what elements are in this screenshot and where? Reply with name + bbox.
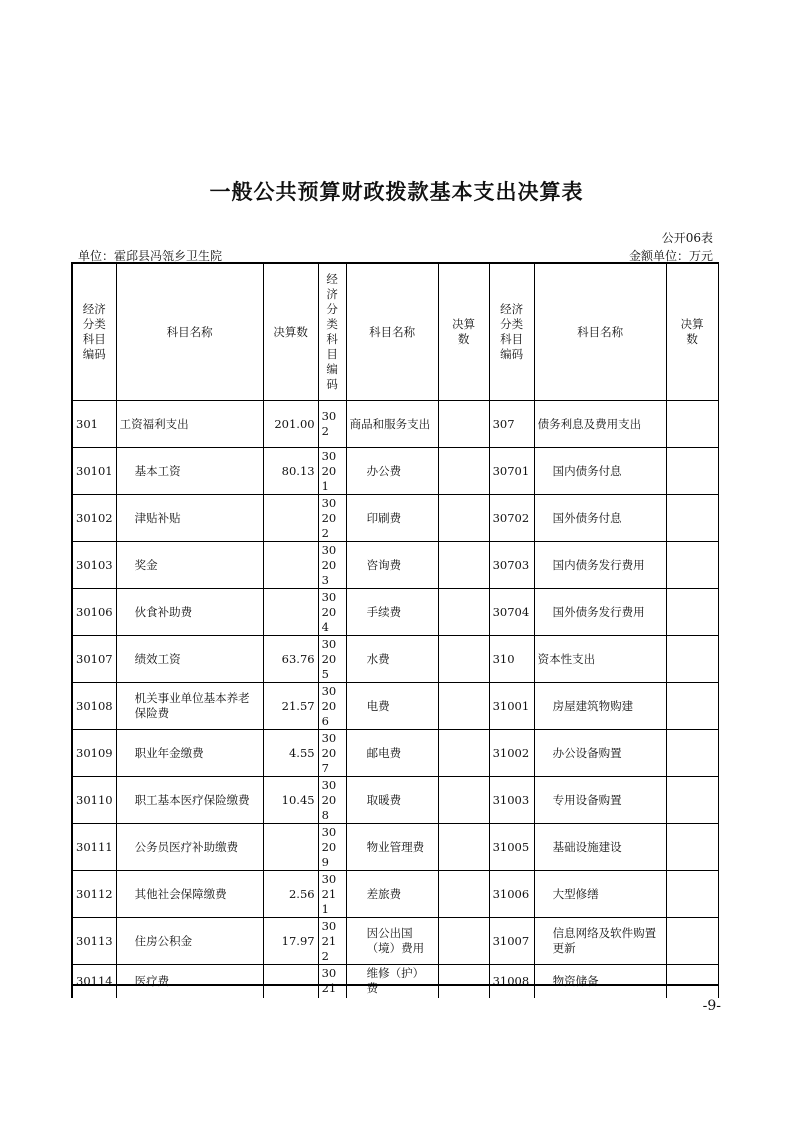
stack-line: 3 (321, 572, 329, 587)
item-name-3: 国内债务付息 (534, 448, 666, 495)
stack-line: 经 (326, 272, 338, 286)
economic-code-1: 30109 (72, 730, 116, 777)
amount-2 (438, 918, 489, 965)
economic-code-1: 30114 (72, 965, 116, 998)
amount-3 (666, 918, 718, 965)
header-name-3: 科目名称 (534, 263, 666, 401)
stack-line: 编码 (500, 347, 524, 361)
stack-line: 20 (321, 651, 337, 666)
economic-code-3: 31001 (489, 683, 534, 730)
item-name-3: 专用设备购置 (534, 777, 666, 824)
amount-1 (263, 824, 318, 871)
item-name-2: 邮电费 (346, 730, 438, 777)
amount-2 (438, 730, 489, 777)
table-row (72, 542, 718, 589)
form-number: 公开06表 (661, 231, 713, 245)
economic-code-2 (318, 683, 346, 730)
stack-line: 30 (321, 589, 337, 604)
item-name-3: 物资储备 (534, 965, 666, 998)
amount-1 (263, 542, 318, 589)
economic-code-3: 31006 (489, 871, 534, 918)
amount-3 (666, 542, 718, 589)
economic-code-1: 30102 (72, 495, 116, 542)
amount-1: 201.00 (263, 401, 318, 448)
item-name-3: 办公设备购置 (534, 730, 666, 777)
item-name-1: 职工基本医疗保险缴费 (116, 777, 263, 824)
stack-line: 20 (321, 792, 337, 807)
stack-line: 经济 (500, 302, 524, 316)
header-code-1 (72, 263, 116, 401)
stack-line: 20 (321, 745, 337, 760)
amount-2 (438, 542, 489, 589)
economic-code-3: 307 (489, 401, 534, 448)
table-row (72, 918, 718, 965)
stack-line: 21 (321, 933, 337, 948)
amount-unit-label: 金额单位：万元 (628, 249, 713, 263)
economic-code-2 (318, 542, 346, 589)
item-name-2: 物业管理费 (346, 824, 438, 871)
item-name-3: 债务利息及费用支出 (534, 401, 666, 448)
economic-code-2 (318, 589, 346, 636)
stack-line: 21 (321, 886, 337, 901)
stack-line: 4 (321, 619, 329, 634)
item-name-2: 电费 (346, 683, 438, 730)
stack-line: 2 (321, 948, 329, 963)
stack-line: 6 (321, 713, 329, 728)
amount-2 (438, 636, 489, 683)
stack-line: 济 (326, 287, 338, 301)
item-name-3: 国内债务发行费用 (534, 542, 666, 589)
item-name-1: 伙食补助费 (116, 589, 263, 636)
economic-code-3: 31002 (489, 730, 534, 777)
stack-line: 2 (321, 525, 329, 540)
stack-line: 类 (326, 317, 338, 331)
amount-3 (666, 401, 718, 448)
amount-2 (438, 495, 489, 542)
item-name-1: 津贴补贴 (116, 495, 263, 542)
stack-line: 20 (321, 510, 337, 525)
amount-1: 10.45 (263, 777, 318, 824)
stack-line: 科 (326, 332, 338, 346)
stack-line: 30 (321, 966, 337, 981)
stack-line: 20 (321, 557, 337, 572)
expenditure-table (71, 262, 719, 998)
item-name-2: 水费 (346, 636, 438, 683)
item-name-1: 住房公积金 (116, 918, 263, 965)
amount-3 (666, 448, 718, 495)
item-name-2: 商品和服务支出 (346, 401, 438, 448)
stack-line: 数 (686, 332, 698, 346)
stack-line: 20 (321, 463, 337, 478)
stack-line: 30 (321, 448, 337, 463)
item-name-3: 国外债务发行费用 (534, 589, 666, 636)
stack-line: 目 (326, 347, 338, 361)
stack-line: 21 (321, 981, 337, 996)
table-row (72, 401, 718, 448)
table-row (72, 777, 718, 824)
table-row (72, 824, 718, 871)
item-name-2: 取暖费 (346, 777, 438, 824)
amount-1 (263, 495, 318, 542)
stack-line: 30 (321, 777, 337, 792)
stack-line: 30 (321, 730, 337, 745)
economic-code-3: 30702 (489, 495, 534, 542)
header-name-2: 科目名称 (346, 263, 438, 401)
amount-2 (438, 448, 489, 495)
item-name-3: 房屋建筑物购建 (534, 683, 666, 730)
amount-1: 63.76 (263, 636, 318, 683)
stack-line: 分类 (500, 317, 524, 331)
stack-line: 5 (321, 666, 329, 681)
stack-line: 20 (321, 839, 337, 854)
item-name-1: 职业年金缴费 (116, 730, 263, 777)
stack-line: 30 (321, 871, 337, 886)
amount-2 (438, 401, 489, 448)
item-name-2: 咨询费 (346, 542, 438, 589)
stack-line: 科目 (82, 332, 106, 346)
stack-line: 20 (321, 698, 337, 713)
economic-code-1: 301 (72, 401, 116, 448)
item-name-1: 基本工资 (116, 448, 263, 495)
item-name-3: 信息网络及软件购置更新 (534, 918, 666, 965)
page-number: -9- (702, 998, 721, 1014)
amount-2 (438, 965, 489, 998)
item-name-1: 机关事业单位基本养老保险费 (116, 683, 263, 730)
stack-line: 30 (321, 824, 337, 839)
amount-2 (438, 589, 489, 636)
item-name-2: 差旅费 (346, 871, 438, 918)
amount-2 (438, 777, 489, 824)
stack-line: 科目 (500, 332, 524, 346)
economic-code-1: 30112 (72, 871, 116, 918)
amount-1: 2.56 (263, 871, 318, 918)
economic-code-3: 31003 (489, 777, 534, 824)
economic-code-1: 30101 (72, 448, 116, 495)
item-name-3: 基础设施建设 (534, 824, 666, 871)
item-name-3: 资本性支出 (534, 636, 666, 683)
economic-code-1: 30111 (72, 824, 116, 871)
item-name-3: 国外债务付息 (534, 495, 666, 542)
economic-code-1: 30107 (72, 636, 116, 683)
economic-code-2 (318, 777, 346, 824)
header-amount-3 (666, 263, 718, 401)
stack-line: 决算 (452, 317, 476, 331)
header-code-3 (489, 263, 534, 401)
page-title: 一般公共预算财政拨款基本支出决算表 (209, 179, 584, 204)
economic-code-3: 31005 (489, 824, 534, 871)
economic-code-2 (318, 730, 346, 777)
item-name-2: 维修（护）费 (346, 965, 438, 998)
table-row (72, 495, 718, 542)
table-header-row (72, 263, 718, 401)
amount-3 (666, 495, 718, 542)
economic-code-3: 30701 (489, 448, 534, 495)
item-name-1: 公务员医疗补助缴费 (116, 824, 263, 871)
table-row (72, 965, 718, 998)
economic-code-3: 31007 (489, 918, 534, 965)
item-name-2: 办公费 (346, 448, 438, 495)
stack-line: 编 (326, 362, 338, 376)
stack-line: 30 (321, 495, 337, 510)
economic-code-2 (318, 965, 346, 998)
stack-line: 9 (321, 854, 329, 869)
economic-code-3: 310 (489, 636, 534, 683)
stack-line: 7 (321, 760, 329, 775)
table-row (72, 589, 718, 636)
stack-line: 编码 (82, 347, 106, 361)
stack-line: 2 (321, 424, 329, 438)
stack-line: 1 (321, 901, 329, 916)
stack-line: 分 (326, 302, 338, 316)
item-name-1: 绩效工资 (116, 636, 263, 683)
stack-line: 经济 (82, 302, 106, 316)
stack-line: 码 (326, 377, 338, 391)
stack-line: 30 (321, 542, 337, 557)
amount-1 (263, 965, 318, 998)
amount-1: 4.55 (263, 730, 318, 777)
amount-1 (263, 589, 318, 636)
amount-3 (666, 730, 718, 777)
header-code-2 (318, 263, 346, 401)
amount-3 (666, 636, 718, 683)
table-row (72, 448, 718, 495)
item-name-1: 其他社会保障缴费 (116, 871, 263, 918)
amount-2 (438, 683, 489, 730)
amount-3 (666, 871, 718, 918)
amount-2 (438, 824, 489, 871)
item-name-2: 因公出国（境）费用 (346, 918, 438, 965)
stack-line: 30 (321, 636, 337, 651)
economic-code-2 (318, 636, 346, 683)
stack-line: 数 (457, 332, 470, 346)
header-amount-2 (438, 263, 489, 401)
item-name-1: 医疗费 (116, 965, 263, 998)
amount-2 (438, 871, 489, 918)
table-row (72, 636, 718, 683)
economic-code-2 (318, 448, 346, 495)
economic-code-3: 31008 (489, 965, 534, 998)
amount-3 (666, 965, 718, 998)
stack-line: 20 (321, 604, 337, 619)
item-name-2: 印刷费 (346, 495, 438, 542)
unit-label: 单位：霍邱县冯瓴乡卫生院 (78, 249, 223, 263)
stack-line: 分类 (82, 317, 106, 331)
amount-3 (666, 683, 718, 730)
economic-code-2 (318, 824, 346, 871)
table-row (72, 730, 718, 777)
economic-code-1: 30113 (72, 918, 116, 965)
header-name-1: 科目名称 (116, 263, 263, 401)
amount-3 (666, 589, 718, 636)
economic-code-1: 30106 (72, 589, 116, 636)
amount-3 (666, 824, 718, 871)
stack-line: 30 (321, 683, 337, 698)
table-bottom-rule (71, 984, 719, 986)
economic-code-2 (318, 401, 346, 448)
item-name-1: 工资福利支出 (116, 401, 263, 448)
item-name-3: 大型修缮 (534, 871, 666, 918)
economic-code-3: 30703 (489, 542, 534, 589)
economic-code-2 (318, 918, 346, 965)
amount-1: 80.13 (263, 448, 318, 495)
stack-line: 30 (321, 409, 337, 423)
economic-code-1: 30110 (72, 777, 116, 824)
amount-1: 17.97 (263, 918, 318, 965)
item-name-1: 奖金 (116, 542, 263, 589)
amount-3 (666, 777, 718, 824)
table-row (72, 683, 718, 730)
stack-line: 决算 (680, 317, 704, 331)
economic-code-1: 30103 (72, 542, 116, 589)
amount-1: 21.57 (263, 683, 318, 730)
economic-code-2 (318, 871, 346, 918)
economic-code-1: 30108 (72, 683, 116, 730)
header-amount-1: 决算数 (263, 263, 318, 401)
item-name-2: 手续费 (346, 589, 438, 636)
stack-line: 1 (321, 478, 329, 493)
table-row (72, 871, 718, 918)
economic-code-3: 30704 (489, 589, 534, 636)
stack-line: 30 (321, 918, 337, 933)
stack-line: 8 (321, 807, 329, 822)
economic-code-2 (318, 495, 346, 542)
